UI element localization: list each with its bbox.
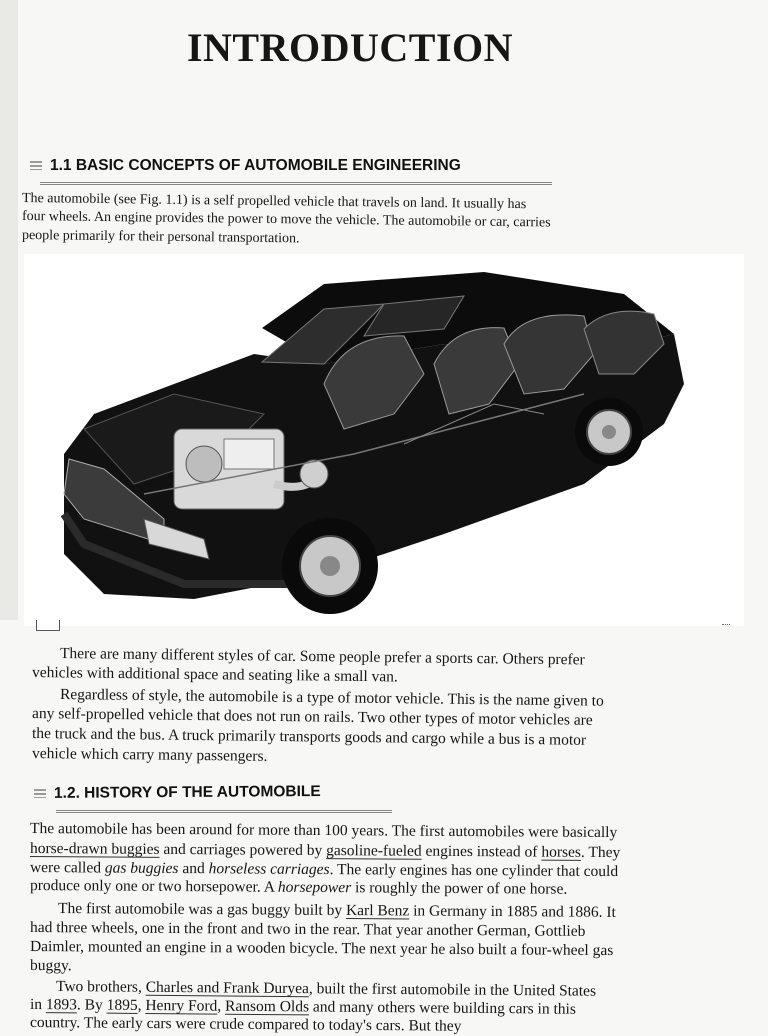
paragraph-line: people primarily for their personal transportation. (21, 228, 300, 247)
text-run: The automobile has been around for more than 100 years. The first automobiles were basically (29, 820, 618, 842)
text-run: is roughly the power of one horse. (351, 879, 568, 898)
heading-bars-icon (34, 789, 46, 798)
text-run-underlined: Henry Ford (145, 997, 218, 1015)
text-run: . They (580, 843, 621, 862)
car-cutaway-illustration (24, 254, 744, 626)
section-rule (56, 810, 392, 813)
paragraph-line (58, 900, 616, 922)
page-title: INTRODUCTION (186, 25, 514, 70)
paragraph-line: any self-propelled vehicle that does not run on rails. Two other types of motor vehicles are (31, 705, 593, 729)
paragraph-line (30, 938, 613, 960)
section-heading-text: 1.2. HISTORY OF THE AUTOMOBILE (53, 782, 321, 802)
text-run-italic: horsepower (277, 878, 352, 897)
text-run: in (29, 996, 47, 1014)
text-run: had three wheels, one in the front and two in the rear. That year another German, Gottlieb (29, 919, 586, 940)
text-run: , (137, 996, 146, 1015)
paragraph-line (30, 957, 72, 975)
text-run-underlined: horses (541, 843, 582, 861)
text-run: Two brothers, (55, 978, 146, 996)
text-run: produce only one or two horsepower. A (29, 877, 279, 896)
text-run: . By (76, 996, 107, 1014)
text-run-underlined: 1895 (106, 996, 138, 1014)
text-run: . The early engines has one cylinder that could (329, 861, 619, 881)
section-heading-basic-concepts (30, 157, 461, 175)
paragraph-line: vehicles with additional space and seating like a small van. (31, 664, 398, 686)
paragraph-line: the truck and the bus. A truck primarily transports goods and cargo while a bus is a motor (31, 725, 587, 749)
paragraph-line (30, 820, 617, 842)
text-run: Daimler, mounted an engine in a wooden bicycle. The next year he also built a four-wheel gas (29, 938, 614, 960)
text-run: and many others were building cars in this (308, 998, 576, 1018)
text-run: buggy. (29, 957, 72, 975)
text-run: were called (29, 859, 105, 877)
text-run: engines instead of (421, 842, 542, 861)
figure-mark (722, 620, 730, 625)
heading-bars-icon (30, 161, 42, 170)
paragraph-line (30, 1014, 462, 1036)
text-run-italic: gas buggies (104, 859, 179, 878)
text-run: and carriages powered by (159, 840, 327, 860)
paragraph-line (30, 877, 567, 899)
section-heading-text: 1.1 BASIC CONCEPTS OF AUTOMOBILE ENGINEERING (50, 157, 461, 174)
paragraph-line: Regardless of style, the automobile is a type of motor vehicle. This is the name given to (59, 686, 604, 710)
text-run: The first automobile was a gas buggy built by (57, 900, 347, 920)
text-run-underlined: horse-drawn buggies (29, 840, 160, 858)
car-illustration-svg (24, 254, 744, 626)
text-run: and (178, 860, 209, 878)
paragraph-line: The automobile (see Fig. 1.1) is a self propelled vehicle that travels on land. It usually has (21, 191, 527, 213)
text-run: , built the first automobile in the United States (308, 980, 597, 1000)
paragraph-line: vehicle which carry many passengers. (31, 745, 268, 765)
section-heading-history (34, 783, 321, 803)
scan-edge (0, 0, 18, 620)
paragraph-line: four wheels. An engine provides the power to move the vehicle. The automobile or car, carries (21, 209, 551, 231)
text-run: country. The early cars were crude compared to today's cars. But they (29, 1014, 462, 1035)
text-run-underlined: Ransom Olds (224, 997, 310, 1016)
text-run-underlined: Charles and Frank Duryea (145, 978, 309, 998)
text-run-underlined: 1893 (45, 996, 78, 1014)
paragraph-line: There are many different styles of car. Some people prefer a sports car. Others prefer (59, 645, 585, 669)
text-run: in Germany in 1885 and 1886. It (409, 902, 616, 921)
text-run-underlined: gasoline-fueled (326, 842, 422, 860)
section-rule (40, 182, 552, 185)
figure-label-tab (36, 620, 60, 631)
text-run: , (217, 997, 226, 1015)
text-run-underlined: Karl Benz (345, 902, 410, 920)
text-run-italic: horseless carriages (208, 860, 330, 879)
